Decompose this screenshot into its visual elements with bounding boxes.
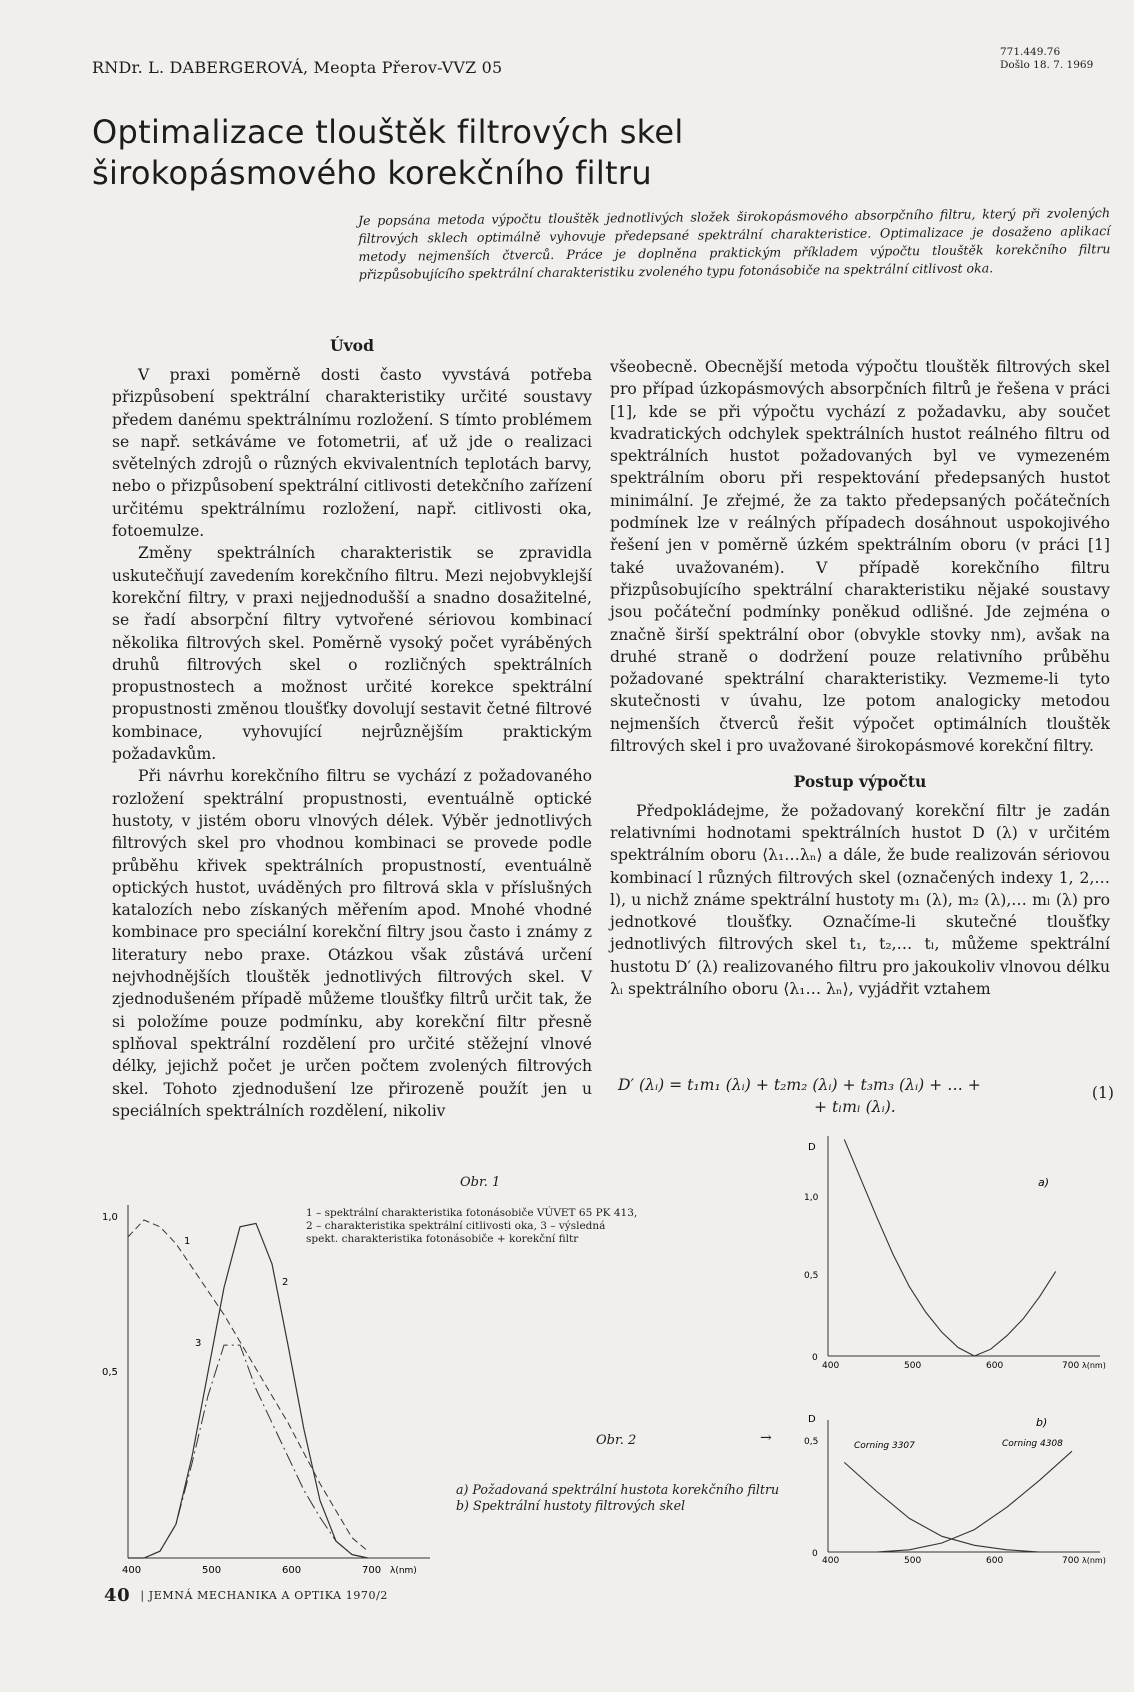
equation-1 [618,1074,1114,1118]
panel-label: b) [1036,1416,1048,1429]
footer-separator: | [140,1589,149,1602]
section-heading-postup: Postup výpočtu [793,772,927,792]
section-heading-uvod: Úvod [330,336,374,355]
x-unit-label: λ(nm) [390,1566,417,1576]
left-column [112,364,592,1122]
figure-1-title: Obr. 1 [460,1175,501,1190]
equation-line-2: + tₗmₗ (λᵢ). [814,1098,896,1116]
article-meta [1000,46,1093,72]
curve-3 [128,1345,368,1558]
equation-number: (1) [1091,1084,1114,1102]
x-tick-label: 500 [904,1361,922,1370]
x-tick-label: 600 [986,1556,1004,1564]
curve-label: 1 [184,1236,191,1247]
paragraph: V praxi poměrně dosti často vyvstává potřeba přizpůsobení spektrální charakteristiky určité soustavy předem danému spektrálnímu rozložení. S tímto problémem se např. setkáváme ve fotometrii, ať už jde o realizaci světelných zdrojů o různých ekvivalentních teplotách barvy, nebo o přizpůsobení spektrální citlivosti detekčního zařízení určitému spektrálnímu rozložení, např. citlivosti oka, fotoemulze. [112,366,592,541]
y-tick-label: 0 [812,1353,818,1363]
page-footer [104,1585,388,1606]
journal-name: JEMNÁ MECHANIKA A OPTIKA 1970/2 [148,1589,389,1602]
y-tick-label: 0,5 [804,1437,819,1447]
figure-2a-chart [800,1130,1120,1370]
curve-2 [128,1223,368,1558]
x-tick-label: 400 [122,1565,142,1576]
title-line-2: širokopásmového korekčního filtru [92,154,652,192]
y-tick-label: 1,0 [804,1193,819,1203]
x-tick-label: 500 [202,1565,222,1576]
series-label: Corning 3307 [854,1441,915,1451]
paragraph: všeobecně. Obecnější metoda výpočtu tlouštěk filtrových skel pro případ úzkopásmových absorpčních filtrů je řešena v práci [1], kde se při výpočtu vychází z požadavku, aby součet kvadratických odchylek spektrálních hustot reálného filtru od spektrálních hustot požadovaných byl ve vymezeném spektrálním oboru při respektování předepsaných hustot minimální. Je zřejmé, že za takto předepsaných počátečních podmínek lze v reálných případech dosáhnout uspokojivého řešení jen v poměrně úzkém spektrálním oboru (v práci [1] také uvažovaném). V případě korekčního filtru přizpůsobujícího spektrální charakteristiku nějaké soustavy jsou počáteční podmínky poněkud odlišné. Jde zejména o značně širší spektrální obor (obvykle stovky nm), avšak na druhé straně o dodržení pouze relativního průběhu požadované spektrální charakteristiky. Vezmeme-li tyto skutečnosti v úvahu, lze potom analogicky metodou nejmenších čtverců řešit výpočet optimálních tlouštěk filtrových skel i pro uvažované širokopásmové korekční filtry. [610,358,1110,756]
figure-2-arrow: → [760,1430,772,1446]
y-tick-label: 1,0 [102,1212,118,1223]
y-axis-label: D [808,1414,816,1425]
x-tick-label: 600 [986,1361,1004,1370]
curve-label: 3 [195,1338,202,1349]
curve-1 [128,1220,368,1551]
x-tick-label: 700 [1062,1361,1080,1370]
x-tick-label: 700 [1062,1556,1080,1564]
figure-2-title: Obr. 2 [596,1433,637,1448]
caption-b: b) Spektrální hustoty filtrových skel [456,1498,686,1513]
x-tick-label: 700 [362,1565,382,1576]
caption-a: a) Požadovaná spektrální hustota korekčního filtru [456,1482,780,1497]
curve-corning-3307 [844,1462,1072,1552]
x-tick-label: 600 [282,1565,302,1576]
y-axis-label: D [808,1142,816,1153]
curve-corning-4308 [844,1451,1072,1552]
x-unit-label: λ(nm) [1082,1361,1106,1370]
x-unit-label: λ(nm) [1082,1556,1106,1564]
udc-code: 771.449.76 [1000,46,1061,58]
title-line-1: Optimalizace tlouštěk filtrových skel [92,113,684,151]
author-line: RNDr. L. DABERGEROVÁ, Meopta Přerov-VVZ 05 [92,58,503,77]
abstract: Je popsána metoda výpočtu tlouštěk jednotlivých složek širokopásmového absorpčního filtru, který při zvolených filtrových sklech optimálně vyhovuje předepsané spektrální charakteristice. Optimalizace je dosaženo aplikací metody nejmenších čtverců. Práce je doplněna praktickým příkladem výpočtu tlouštěk korekčního filtru přizpůsobujícího spektrální charakteristiku zvoleného typu fotonásobiče na spektrální citlivost oka. [358,205,1111,282]
curve-a [844,1139,1055,1356]
figure-2-caption [456,1482,786,1514]
y-tick-label: 0,5 [102,1367,118,1378]
right-column [610,356,1110,1000]
paragraph: Změny spektrálních charakteristik se zpravidla uskutečňují zavedením korekčního filtru. Mezi nejobvyklejší korekční filtry, v praxi nejjednodušší a snadno dosažitelné, se řadí absorpční filtry vytvořené sériovou kombinací několika filtrových skel. Poměrně vysoký počet vyráběných druhů filtrových skel o rozličných spektrálních propustnostech a možnost určité korekce spektrální propustnosti změnou tloušťky dovolují sestavit četné filtrové kombinace, vyhovující nejrůznějším praktickým požadavkům. [112,544,592,764]
figure-1-caption: 1 – spektrální charakteristika fotonásobiče VÚVET 65 PK 413, 2 – charakteristika spektrální citlivosti oka, 3 – výsledná spekt. charakteristika fotonásobiče + korekční filtr [306,1207,638,1245]
paragraph: Předpokládejme, že požadovaný korekční filtr je zadán relativními hodnotami spektrálních hustot D (λ) v určitém spektrálním oboru ⟨λ₁…λₙ⟩ a dále, že bude realizován sériovou kombinací l různých filtrových skel (označených indexy 1, 2,…l), u nichž známe spektrální hustoty m₁ (λ), m₂ (λ),… mₗ (λ) pro jednotkové tloušťky. Označíme-li skutečné tloušťky jednotlivých filtrových skel t₁, t₂,… tₗ, můžeme spektrální hustotu D′ (λ) realizovaného filtru pro jakoukoliv vlnovou délku λᵢ spektrálního oboru ⟨λ₁… λₙ⟩, vyjádřit vztahem [610,801,1110,999]
received-date: Došlo 18. 7. 1969 [1000,59,1094,71]
y-tick-label: 0 [812,1549,818,1559]
y-tick-label: 0,5 [804,1271,819,1281]
panel-label: a) [1038,1176,1050,1189]
equation-line-1: D′ (λᵢ) = t₁m₁ (λᵢ) + t₂m₂ (λᵢ) + t₃m₃ (λᵢ) + … + [618,1076,981,1094]
article-title [92,112,812,194]
x-tick-label: 400 [822,1556,840,1564]
curve-label: 2 [282,1277,289,1288]
x-tick-label: 500 [904,1556,922,1564]
x-tick-label: 400 [822,1361,840,1370]
page-number: 40 [104,1585,131,1606]
figure-1-chart [100,1200,440,1580]
figure-2b-chart [800,1406,1120,1564]
paragraph: Při návrhu korekčního filtru se vychází z požadovaného rozložení spektrální propustnosti, eventuálně optické hustoty, v jistém oboru vlnových délek. Výběr jednotlivých filtrových skel pro vhodnou kombinaci se provede podle průběhu křivek spektrálních propustností, eventuálně optických hustot, uváděných pro filtrová skla v příslušných katalozích nebo získaných měřením apod. Mnohé vhodné kombinace pro speciální korekční filtry jsou často i známy z literatury nebo praxe. Otázkou však zůstává určení nejvhodnějších tlouštěk jednotlivých filtrových skel. V zjednodušeném případě můžeme tloušťky filtrů určit tak, že si položíme pouze podmínku, aby korekční filtr přesně splňoval spektrální rozdělení pro určité stěžejní vlnové délky, jejichž počet je určen počtem zvolených filtrových skel. Tohoto zjednodušení lze přirozeně použít jen u speciálních spektrálních rozdělení, nikoliv [112,767,592,1120]
series-label: Corning 4308 [1002,1439,1063,1449]
